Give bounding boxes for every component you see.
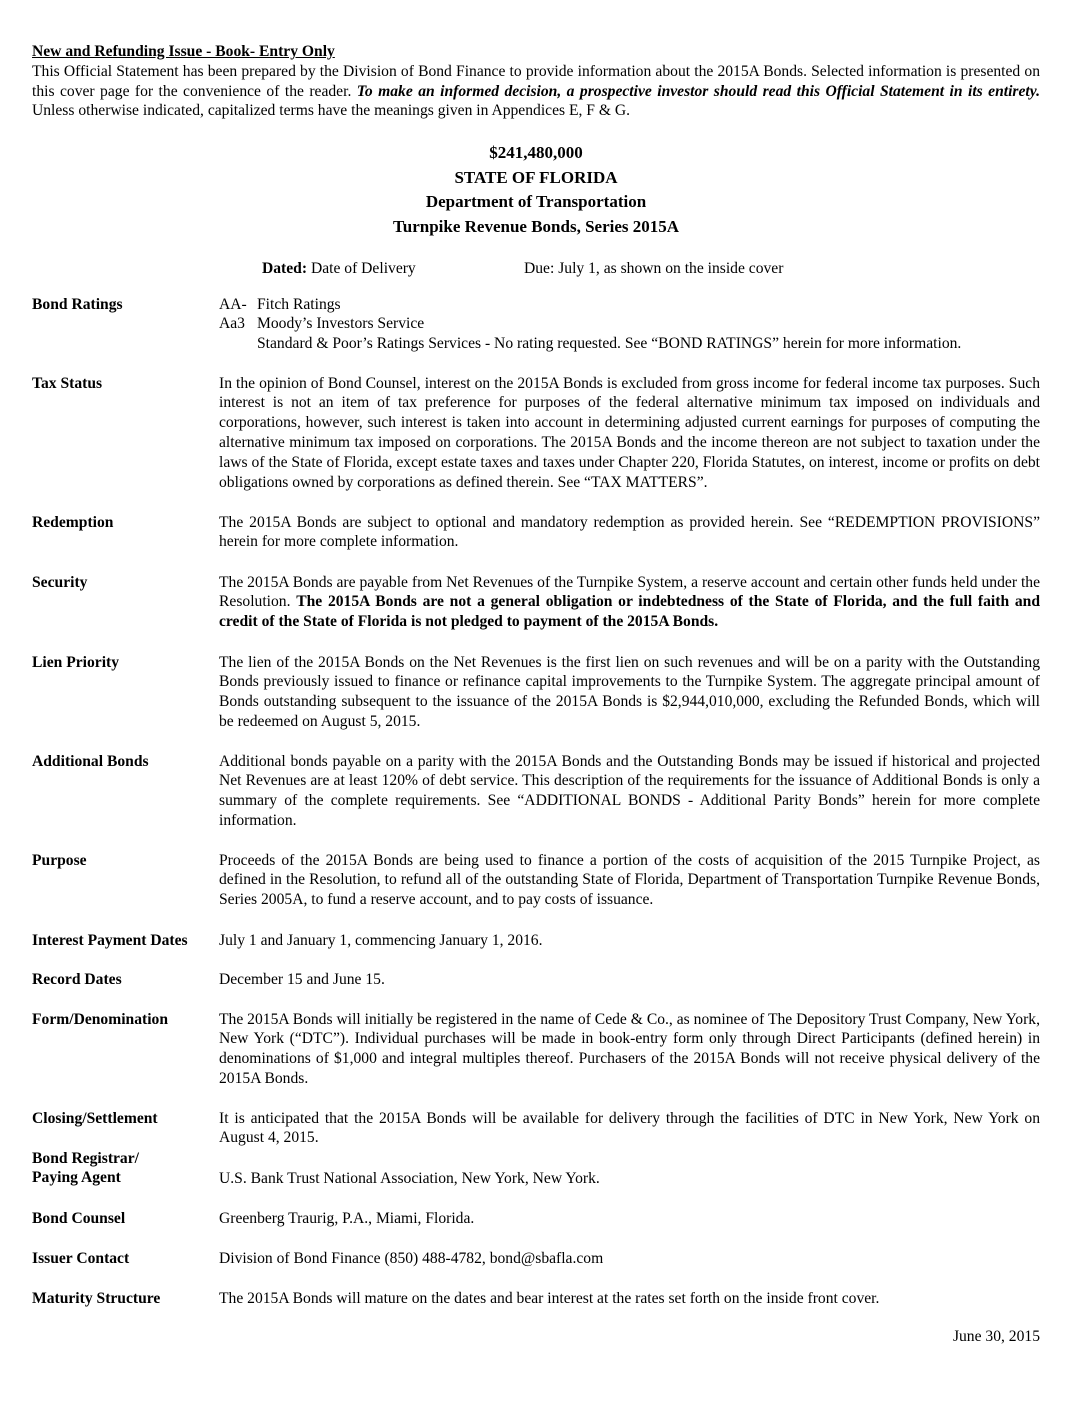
summary-table: [32, 295, 1040, 1309]
intro-emphasis: To make an informed decision, a prospective investor should read this Official Statement in its entirety.: [356, 82, 1040, 100]
row-content: In the opinion of Bond Counsel, interest on the 2015A Bonds is excluded from gross income for federal income tax purposes. Such interest is not an item of tax preference for purposes of the federal alternative minimum tax imposed on individuals and corporations, however, such interest is taken into account in determining adjusted current earnings for purposes of computing the alternative minimum tax imposed on corporations. The 2015A Bonds and the income thereon are not subject to taxation under the laws of the State of Florida, except estate taxes and taxes under Chapter 220, Florida Statutes, on interest, income or profits on debt obligations owned by corporations as defined therein. See “TAX MATTERS”.: [219, 374, 1040, 491]
dated-due-line: [32, 259, 1040, 279]
statement-date: June 30, 2015: [952, 1328, 1040, 1345]
row-content: Additional bonds payable on a parity with the 2015A Bonds and the Outstanding Bonds may be issued if historical and projected Net Revenues are at least 120% of debt service. This description of the requirements for the issuance of Additional Bonds is only a summary of the complete requirements. See “ADDITIONAL BONDS - Additional Parity Bonds” herein for more complete information.: [219, 752, 1040, 829]
rating-code: AA-: [219, 295, 247, 313]
row-label: [32, 1149, 219, 1189]
row-form-denomination: [32, 1010, 1040, 1109]
intro-paragraph: [32, 62, 1040, 121]
row-additional-bonds: [32, 752, 1040, 851]
row-label: Closing/Settlement: [32, 1109, 158, 1127]
row-label: Interest Payment Dates: [32, 931, 188, 949]
row-security: [32, 573, 1040, 653]
row-label: Bond Counsel: [32, 1209, 126, 1227]
row-issuer-contact: [32, 1249, 1040, 1289]
rating-code: Aa3: [219, 315, 245, 333]
row-bond-registrar: [32, 1149, 1040, 1209]
row-tax-status: [32, 374, 1040, 513]
row-closing-settlement: [32, 1109, 1040, 1149]
row-content: The lien of the 2015A Bonds on the Net Revenues is the first lien on such revenues and will be on a parity with the Outstanding Bonds previously issued to finance or refinance capital improvements to the Turnpike System. The aggregate principal amount of Bonds outstanding subsequent to the issuance of the 2015A Bonds is $2,944,010,000, excluding the Refunded Bonds, which will be redeemed on August 5, 2015.: [219, 653, 1040, 730]
security-bold-text: The 2015A Bonds are not a general obligation or indebtedness of the State of Florida, and the full faith and credit of the State of Florida is not pledged to payment of the 2015A Bonds.: [219, 593, 1040, 631]
title-block: [32, 141, 1040, 239]
row-label: Lien Priority: [32, 653, 120, 671]
dated-value: Date of Delivery: [310, 259, 416, 277]
row-label: Form/Denomination: [32, 1010, 169, 1028]
row-label: Bond Ratings: [32, 295, 123, 313]
rating-fitch: [219, 295, 1040, 315]
row-content: The 2015A Bonds are subject to optional and mandatory redemption as provided herein. See “REDEMPTION PROVISIONS” herein for more complete information.: [219, 513, 1040, 551]
row-content: The 2015A Bonds will initially be registered in the name of Cede & Co., as nominee of The Depository Trust Company, New York, New York (“DTC”). Individual purchases will be made in book-entry form only through Direct Participants (defined herein) in denominations of $1,000 and integral multiples thereof. Purchasers of the 2015A Bonds will not receive physical delivery of the 2015A Bonds.: [219, 1010, 1040, 1087]
row-bond-ratings: [32, 295, 1040, 374]
row-label: Maturity Structure: [32, 1289, 161, 1307]
intro-text: This Official Statement has been prepared by the Division of Bond Finance to provide information about the 2015A Bonds. Selected information is presented on this cover page for the convenience of the reader.: [32, 62, 1040, 100]
row-content: The 2015A Bonds will mature on the dates and bear interest at the rates set forth on the inside front cover.: [219, 1289, 880, 1307]
row-label: Record Dates: [32, 970, 122, 988]
row-record-dates: [32, 970, 1040, 1010]
row-label-line: Bond Registrar/: [32, 1149, 139, 1167]
row-content: U.S. Bank Trust National Association, New York, New York.: [219, 1169, 600, 1187]
dated-info: [262, 259, 416, 279]
document-page: [32, 42, 1040, 1309]
row-content: December 15 and June 15.: [219, 970, 385, 988]
row-maturity-structure: [32, 1289, 1040, 1309]
row-purpose: [32, 851, 1040, 931]
row-label-line: Paying Agent: [32, 1169, 121, 1187]
row-lien-priority: [32, 653, 1040, 752]
row-bond-counsel: [32, 1209, 1040, 1249]
row-redemption: [32, 513, 1040, 573]
security-text: The 2015A Bonds are payable from Net Revenues of the Turnpike System, a reserve account and certain other funds held under the Resolution.: [219, 573, 1040, 611]
row-content: It is anticipated that the 2015A Bonds will be available for delivery through the facilities of DTC in New York, New York on August 4, 2015.: [219, 1109, 1040, 1147]
bond-amount: $241,480,000: [489, 143, 583, 163]
row-label: Redemption: [32, 513, 114, 531]
row-label: Issuer Contact: [32, 1249, 130, 1267]
row-content: July 1 and January 1, commencing January 1, 2016.: [219, 931, 543, 949]
department-name: Department of Transportation: [425, 192, 647, 212]
issue-type-heading: New and Refunding Issue - Book- Entry Only: [32, 43, 335, 60]
row-label: Additional Bonds: [32, 752, 149, 770]
rating-sp: Standard & Poor’s Ratings Services - No rating requested. See “BOND RATINGS” herein for more information.: [257, 335, 962, 353]
intro-text-2: Unless otherwise indicated, capitalized terms have the meanings given in Appendices E, F & G.: [32, 102, 631, 120]
row-label: Security: [32, 573, 88, 591]
row-content: Proceeds of the 2015A Bonds are being used to finance a portion of the costs of acquisition of the 2015 Turnpike Project, as defined in the Resolution, to refund all of the outstanding State of Florida, Department of Transportation Turnpike Revenue Bonds, Series 2005A, to fund a reserve account, and to pay costs of issuance.: [219, 851, 1040, 909]
row-label: Tax Status: [32, 374, 103, 392]
series-name: Turnpike Revenue Bonds, Series 2015A: [392, 216, 680, 236]
row-label: Purpose: [32, 851, 87, 869]
row-interest-payment-dates: [32, 931, 1040, 970]
row-content: [219, 295, 1040, 354]
row-content: Division of Bond Finance (850) 488-4782, bond@sbafla.com: [219, 1249, 604, 1267]
rating-agency: Moody’s Investors Service: [257, 315, 425, 333]
rating-moodys: [219, 314, 1040, 334]
row-content: [219, 573, 1040, 632]
issuer-name: STATE OF FLORIDA: [454, 167, 618, 187]
dated-label: Dated:: [262, 259, 308, 277]
rating-agency: Fitch Ratings: [257, 295, 341, 313]
due-info: Due: July 1, as shown on the inside cover: [524, 259, 784, 277]
row-content: Greenberg Traurig, P.A., Miami, Florida.: [219, 1209, 475, 1227]
